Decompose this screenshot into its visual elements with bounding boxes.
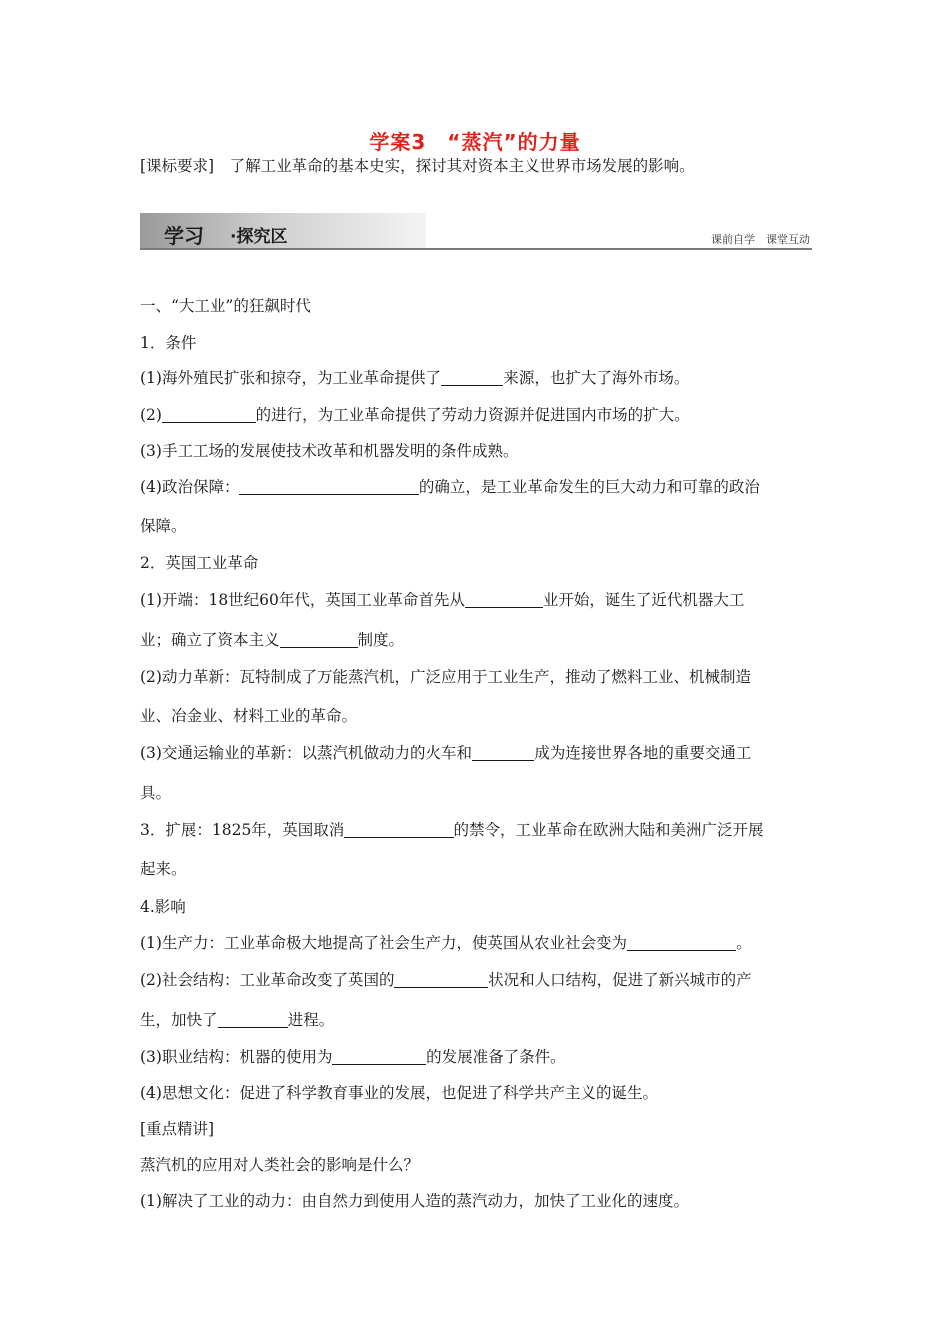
text-segment: (1)开端：18世纪60年代，英国工业革命首先从: [140, 591, 465, 609]
text-segment: 起来。: [140, 860, 187, 878]
text-line: [140, 590, 812, 610]
text-line: [140, 630, 812, 650]
fill-in-blank[interactable]: [280, 632, 358, 648]
text-line: [140, 553, 812, 573]
section-header-subtitle: ·探究区: [230, 227, 288, 247]
document-title: 学案3 “蒸汽”的力量: [369, 130, 581, 154]
text-line: [140, 333, 812, 353]
text-segment: 具。: [140, 784, 172, 802]
text-segment: (3)职业结构：机器的使用为: [140, 1048, 333, 1066]
text-segment: (2): [140, 406, 162, 424]
text-segment: 业开始，诞生了近代机器大工: [542, 591, 745, 609]
text-line: [140, 743, 812, 763]
fill-in-blank[interactable]: [394, 972, 488, 988]
text-line: [140, 1047, 812, 1067]
text-line: [140, 706, 812, 726]
text-segment: 业、冶金业、材料工业的革命。: [140, 707, 358, 725]
section-header-bar: [140, 211, 812, 251]
text-line: [140, 1083, 812, 1103]
text-line: [140, 1119, 812, 1139]
fill-in-blank[interactable]: [162, 407, 256, 423]
fill-in-blank[interactable]: [465, 592, 543, 608]
section-header-title: 学习: [164, 224, 204, 248]
text-segment: 制度。: [357, 631, 405, 649]
text-segment: 2．英国工业革命: [140, 554, 259, 572]
text-segment: (4)政治保障：: [140, 478, 240, 496]
text-segment: 一、“大工业”的狂飙时代: [140, 297, 311, 315]
text-line: [140, 1010, 812, 1030]
text-segment: 的禁令，工业革命在欧洲大陆和美洲广泛开展: [453, 821, 764, 839]
fill-in-blank[interactable]: [344, 822, 453, 838]
fill-in-blank[interactable]: [218, 1012, 288, 1028]
text-line: [140, 859, 812, 879]
text-line: [140, 933, 812, 953]
text-segment: 。: [736, 934, 752, 952]
fill-in-blank[interactable]: [441, 370, 503, 386]
curriculum-requirement: [课标要求] 了解工业革命的基本史实，探讨其对资本主义世界市场发展的影响。: [140, 157, 695, 175]
text-segment: (3)交通运输业的革新：以蒸汽机做动力的火车和: [140, 744, 472, 762]
text-line: [140, 441, 812, 461]
text-segment: 保障。: [140, 517, 187, 535]
section-divider: [140, 248, 812, 250]
text-segment: 来源，也扩大了海外市场。: [503, 369, 690, 387]
text-segment: (1)生产力：工业革命极大地提高了社会生产力，使英国从农业社会变为: [140, 934, 627, 952]
text-line: [140, 970, 812, 990]
text-line: [140, 477, 812, 497]
section-header-tags: 课前自学 课堂互动: [711, 233, 810, 246]
text-line: [140, 783, 812, 803]
text-segment: 3．扩展：1825年，英国取消: [140, 821, 345, 839]
fill-in-blank[interactable]: [332, 1049, 426, 1065]
fill-in-blank[interactable]: [239, 479, 418, 495]
text-segment: (1)解决了工业的动力：由自然力到使用人造的蒸汽动力，加快了工业化的速度。: [140, 1192, 689, 1210]
text-segment: [重点精讲]: [140, 1120, 215, 1138]
text-line: [140, 1191, 812, 1211]
text-segment: 成为连接世界各地的重要交通工: [534, 744, 752, 762]
text-segment: 的确立，是工业革命发生的巨大动力和可靠的政治: [418, 478, 760, 496]
text-line: [140, 667, 812, 687]
text-line: [140, 405, 812, 425]
text-segment: 的进行，为工业革命提供了劳动力资源并促进国内市场的扩大。: [255, 406, 690, 424]
text-segment: (4)思想文化：促进了科学教育事业的发展，也促进了科学共产主义的诞生。: [140, 1084, 658, 1102]
text-segment: 生，加快了: [140, 1011, 218, 1029]
text-segment: 的发展准备了条件。: [426, 1048, 566, 1066]
text-line: [140, 516, 812, 536]
text-segment: 蒸汽机的应用对人类社会的影响是什么？: [140, 1156, 420, 1174]
text-segment: (2)社会结构：工业革命改变了英国的: [140, 971, 395, 989]
text-segment: (1)海外殖民扩张和掠夺，为工业革命提供了: [140, 369, 441, 387]
text-segment: 1．条件: [140, 334, 197, 352]
text-segment: 进程。: [287, 1011, 335, 1029]
text-segment: (2)动力革新：瓦特制成了万能蒸汽机，广泛应用于工业生产，推动了燃料工业、机械制造: [140, 668, 751, 686]
text-segment: (3)手工工场的发展使技术改革和机器发明的条件成熟。: [140, 442, 519, 460]
text-segment: 业；确立了资本主义: [140, 631, 280, 649]
text-segment: 状况和人口结构，促进了新兴城市的产: [488, 971, 752, 989]
fill-in-blank[interactable]: [627, 935, 736, 951]
text-segment: 4.影响: [140, 898, 186, 916]
text-line: [140, 897, 812, 917]
text-line: [140, 820, 812, 840]
text-line: [140, 1155, 812, 1175]
fill-in-blank[interactable]: [472, 745, 534, 761]
text-line: [140, 368, 812, 388]
text-line: [140, 296, 812, 316]
